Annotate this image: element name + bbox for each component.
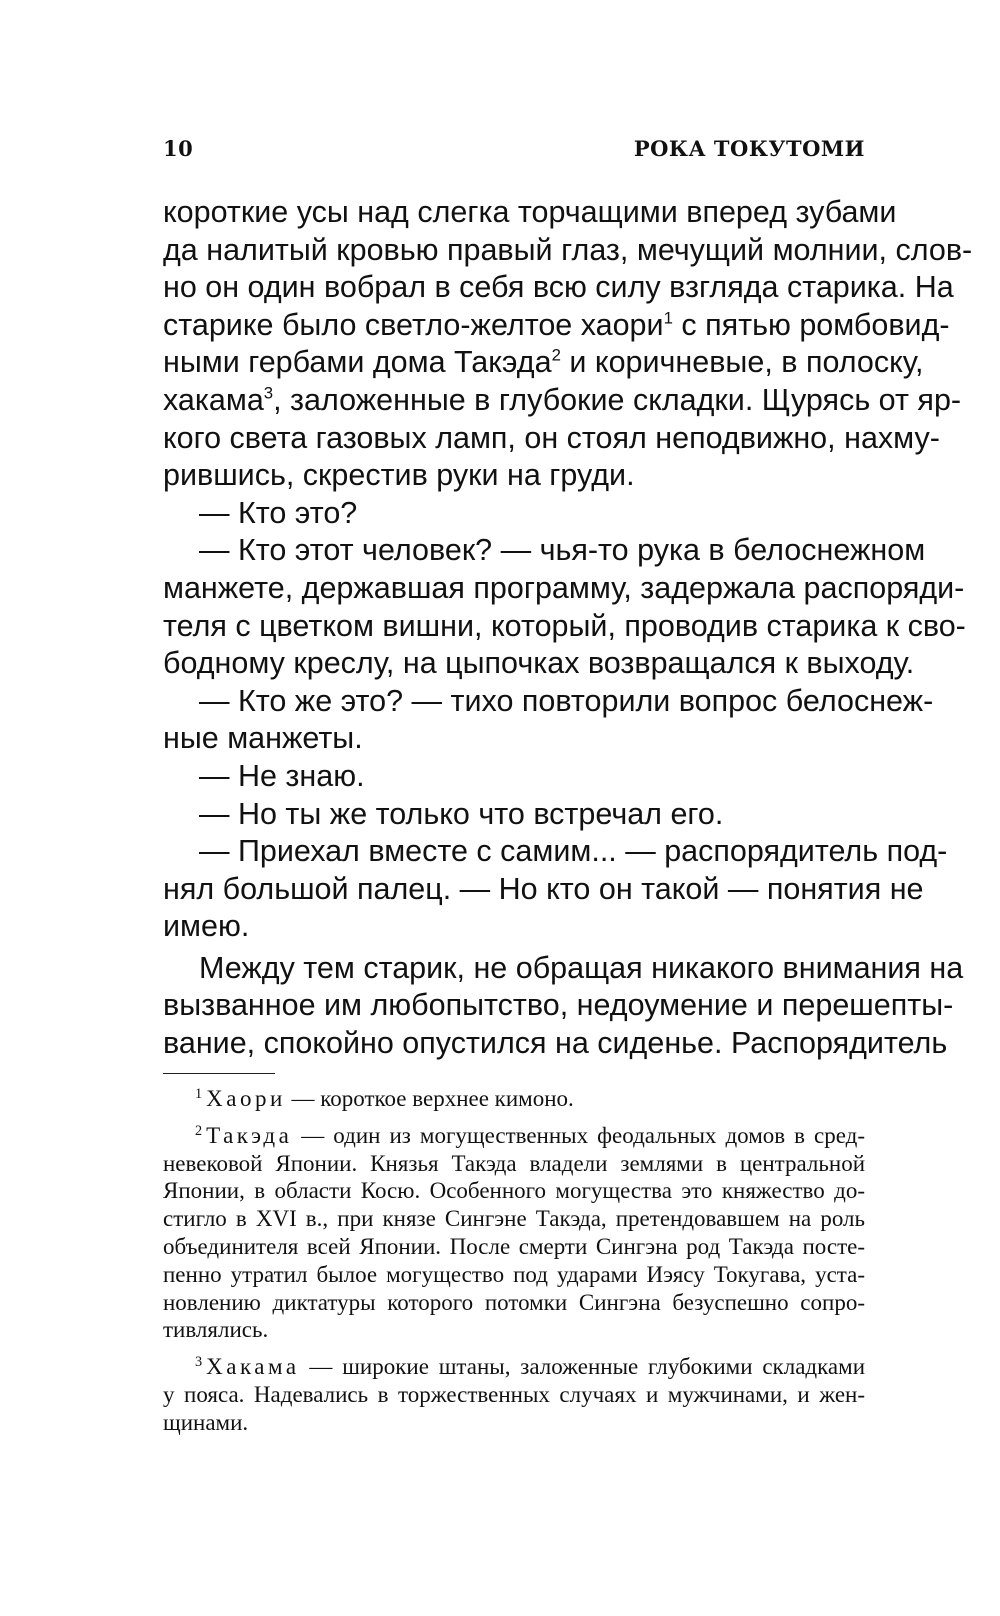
text-line: да налитый кровью правый глаз, мечущий молнии, слов- — [163, 232, 973, 267]
footnote-line: стигло в XVI в., при князе Сингэне Такэда, претендовавшем на роль — [163, 1206, 865, 1232]
footnote-mark: 3 — [195, 1354, 203, 1371]
footnote-term: Такэда — [206, 1122, 293, 1148]
text-line: ные манжеты. — [163, 721, 363, 756]
footnote-line: тивлялись. — [163, 1317, 269, 1343]
footnote-text: — один из могущественных феодальных домов в сред- — [292, 1122, 865, 1148]
text-line — [163, 382, 962, 420]
footnote-term: Хаори — [206, 1086, 286, 1111]
footnote-line: пенно утратил былое могущество под ударами Иэясу Токугава, уста- — [163, 1261, 865, 1287]
text-line: манжете, державшая программу, задержала распоряди- — [163, 570, 965, 605]
dialogue-line: — Кто же это? — тихо повторили вопрос белоснеж- — [199, 683, 934, 718]
footnote-line: щинами. — [163, 1409, 249, 1435]
text-line: теля с цветком вишни, который, проводив старика к сво- — [163, 608, 966, 643]
footnote-ref: 2 — [551, 345, 561, 365]
footnote-2 — [163, 1122, 865, 1150]
text-line: но он один вобрал в себя всю силу взгляда старика. На — [163, 270, 954, 305]
footnote-ref: 3 — [263, 383, 274, 403]
dialogue-line: — Кто этот человек? — чья-то рука в белоснежном — [199, 533, 926, 568]
footnote-ref: 1 — [663, 308, 673, 328]
footnote-text: — широкие штаны, заложенные глубокими складками — [299, 1354, 865, 1380]
text-line — [163, 307, 950, 345]
footnote-line: невековой Японии. Князья Такэда владели землями в центральной — [163, 1150, 865, 1176]
footnotes — [163, 1085, 865, 1437]
dialogue-line: — Приехал вместе с самим... — распорядитель под- — [199, 834, 948, 869]
dialogue-line: — Но ты же только что встречал его. — [199, 796, 724, 831]
text-line: кого света газовых ламп, он стоял неподвижно, нахму- — [163, 420, 940, 455]
main-text — [163, 194, 973, 1063]
footnote-line: новлению диктатуры которого потомки Сингэна безуспешно сопро- — [163, 1289, 865, 1315]
text-line: рившись, скрестив руки на груди. — [163, 458, 635, 493]
text-line — [163, 344, 924, 382]
paragraph-start-line: Между тем старик, не обращая никакого внимания на — [199, 950, 964, 985]
text-fragment: , заложенные в глубокие складки. Щурясь от яр- — [273, 382, 962, 417]
dialogue-line: — Не знаю. — [199, 758, 365, 793]
text-line: короткие усы над слегка торчащими вперед зубами — [163, 195, 897, 229]
footnote-line: Японии, в области Косю. Особенного могущества это княжество до- — [163, 1178, 865, 1204]
footnote-1 — [163, 1085, 865, 1113]
running-head-author: РОКА ТОКУТОМИ — [633, 135, 865, 161]
text-fragment: и коричневые, в полоску, — [569, 345, 924, 380]
footnote-term: Хакама — [206, 1354, 300, 1380]
footnote-separator — [163, 1073, 275, 1074]
page-header — [163, 130, 865, 166]
text-fragment: хакама — [163, 382, 264, 417]
page-number: 10 — [163, 135, 194, 161]
footnote-mark: 2 — [195, 1122, 203, 1139]
footnote-text: — короткое верхнее кимоно. — [285, 1086, 574, 1111]
text-line: имею. — [163, 909, 250, 944]
text-line: нял большой палец. — Но кто он такой — понятия не — [163, 871, 924, 906]
text-fragment: с пятью ромбовид- — [681, 307, 950, 342]
footnote-line: у пояса. Надевались в торжественных случаях и мужчинами, и жен- — [163, 1381, 865, 1407]
footnote-mark: 1 — [195, 1086, 203, 1103]
text-line: вызванное им любопытство, недоумение и перешепты- — [163, 988, 954, 1023]
text-fragment: старике было светло-желтое хаори — [163, 307, 664, 342]
dialogue-line: — Кто это? — [199, 495, 358, 530]
text-line: бодному креслу, на цыпочках возвращался к выходу. — [163, 646, 915, 681]
footnote-3 — [163, 1353, 865, 1381]
footnote-line: объединителя всей Японии. После смерти Сингэна род Такэда посте- — [163, 1233, 865, 1259]
text-fragment: ными гербами дома Такэда — [163, 345, 552, 380]
text-line: вание, спокойно опустился на сиденье. Распорядитель — [163, 1026, 948, 1061]
